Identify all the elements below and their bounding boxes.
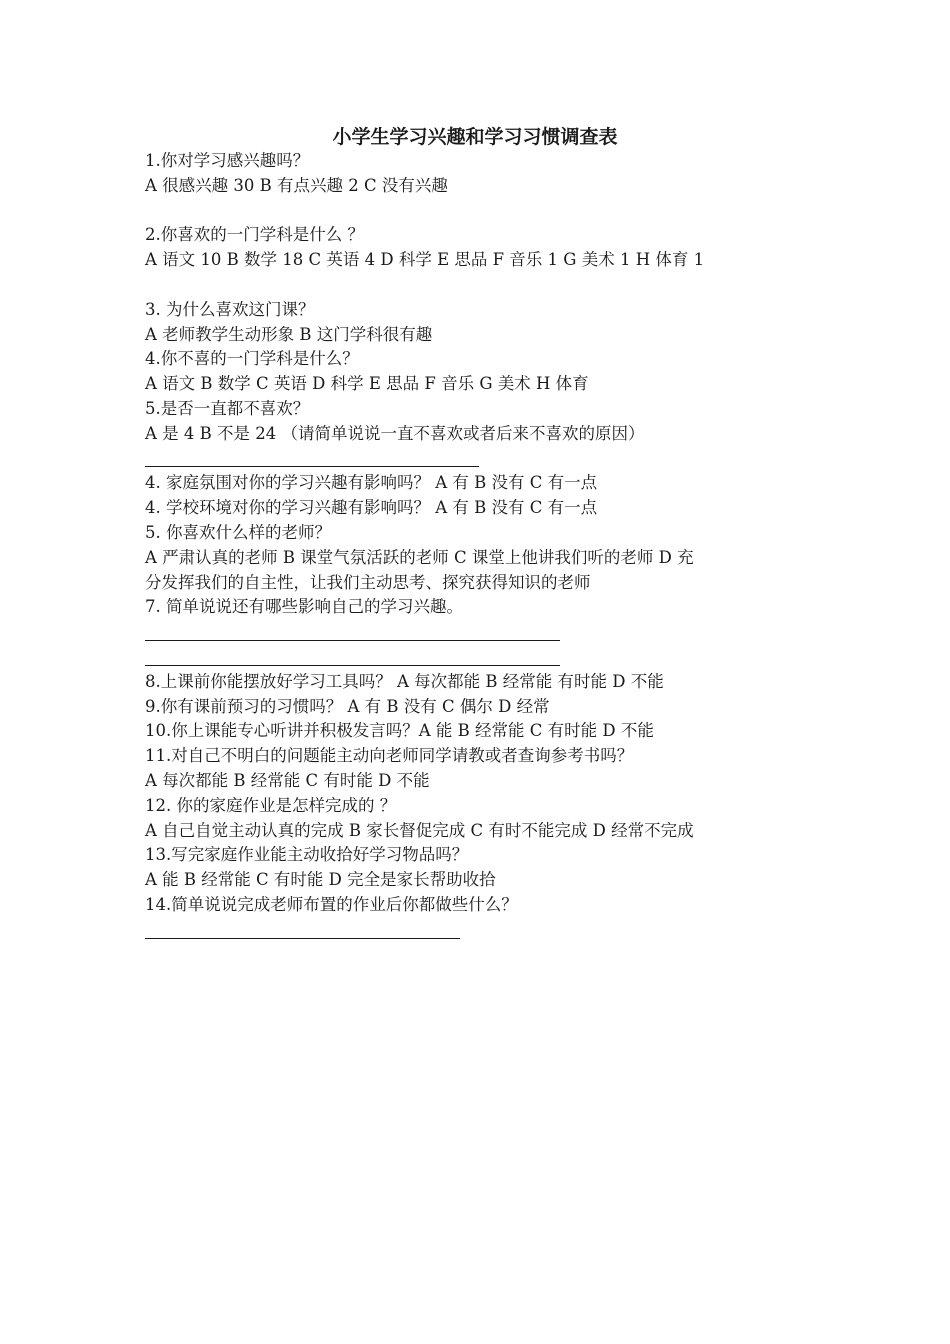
- question-line: 12. 你的家庭作业是怎样完成的 ？: [145, 795, 397, 815]
- answer-blank-underline: [145, 918, 825, 943]
- question-line: 3. 为什么喜欢这门课？: [145, 299, 315, 319]
- answer-line: A 语文 10 B 数学 18 C 英语 4 D 科学 E 思品 F 音乐 1 G 美术 1 H 体育 1: [145, 250, 705, 270]
- answer-line: A 老师教学生动形象 B 这门学科很有趣: [145, 324, 433, 344]
- answer-blank-underline: [145, 447, 825, 472]
- question-line: 7. 简单说说还有哪些影响自己的学习兴趣。: [145, 597, 463, 617]
- question-line: 13.写完家庭作业能主动收拾好学习物品吗？: [145, 845, 469, 865]
- answer-blank-underline: [145, 645, 825, 670]
- question-line: 14.简单说说完成老师布置的作业后你都做些什么？: [145, 894, 518, 914]
- blank-line: [145, 273, 825, 298]
- answer-line: A 自己自觉主动认真的完成 B 家长督促完成 C 有时不能完成 D 经常不完成: [145, 820, 694, 840]
- question-line: 10.你上课能专心听讲并积极发言吗？A 能 B 经常能 C 有时能 D 不能: [145, 721, 654, 741]
- answer-blank-underline: [145, 620, 825, 645]
- question-line: 11.对自己不明白的问题能主动向老师同学请教或者查询参考书吗？: [145, 746, 634, 766]
- answer-line: A 每次都能 B 经常能 C 有时能 D 不能: [145, 770, 430, 790]
- answer-line: A 严肃认真的老师 B 课堂气氛活跃的老师 C 课堂上他讲我们听的老师 D 充: [145, 547, 694, 567]
- question-line: 4. 学校环境对你的学习兴趣有影响吗？ A 有 B 没有 C 有一点: [145, 498, 598, 518]
- question-line: 8.上课前你能摆放好学习工具吗？ A 每次都能 B 经常能 有时能 D 不能: [145, 671, 664, 691]
- question-line: 4.你不喜的一门学科是什么？: [145, 349, 359, 369]
- question-line: 5. 你喜欢什么样的老师？: [145, 522, 331, 542]
- answer-line: A 是 4 B 不是 24 （请简单说说一直不喜欢或者后来不喜欢的原因）: [145, 423, 645, 443]
- question-line: 4. 家庭氛围对你的学习兴趣有影响吗？ A 有 B 没有 C 有一点: [145, 473, 598, 493]
- document-title: 小学生学习兴趣和学习习惯调查表: [332, 126, 618, 148]
- survey-body: [145, 149, 825, 943]
- question-line: 5.是否一直都不喜欢？: [145, 398, 310, 418]
- answer-line: A 能 B 经常能 C 有时能 D 完全是家长帮助收拾: [145, 870, 496, 890]
- question-line: 9.你有课前预习的习惯吗？ A 有 B 没有 C 偶尔 D 经常: [145, 696, 550, 716]
- blank-line: [145, 199, 825, 224]
- question-line: 1.你对学习感兴趣吗？: [145, 151, 310, 170]
- answer-line: A 语文 B 数学 C 英语 D 科学 E 思品 F 音乐 G 美术 H 体育: [145, 374, 589, 394]
- answer-line: 分发挥我们的自主性，让我们主动思考、探究获得知识的老师: [145, 572, 591, 592]
- answer-line: A 很感兴趣 30 B 有点兴趣 2 C 没有兴趣: [145, 175, 448, 195]
- question-line: 2.你喜欢的一门学科是什么 ？: [145, 225, 364, 245]
